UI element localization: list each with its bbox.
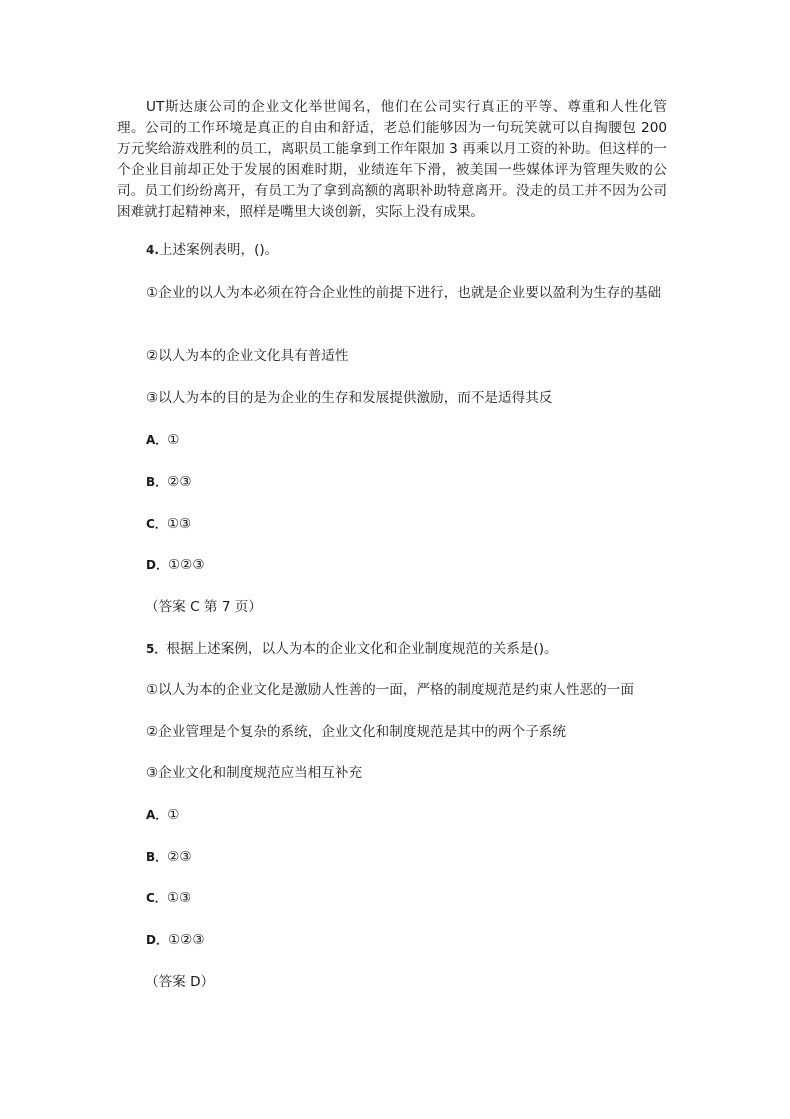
option-value: ②③ bbox=[167, 849, 192, 865]
case-paragraph-container bbox=[117, 97, 667, 223]
question-stem-text: 根据上述案例，以人为本的企业文化和企业制度规范的关系是()。 bbox=[166, 641, 558, 657]
question-number: 4. bbox=[146, 243, 159, 257]
question-number: 5． bbox=[146, 642, 167, 656]
question-5-statement-1: ①以人为本的企业文化是激励人性善的一面，严格的制度规范是约束人性恶的一面 bbox=[146, 682, 634, 698]
option-value: ①③ bbox=[166, 516, 192, 532]
question-5-option-b bbox=[146, 847, 698, 868]
question-5-option-d bbox=[146, 930, 698, 951]
question-4-statement-2: ②以人为本的企业文化具有普适性 bbox=[146, 348, 349, 364]
question-5-stem bbox=[146, 639, 698, 660]
question-5-option-a bbox=[146, 805, 698, 826]
option-letter: B． bbox=[146, 850, 168, 864]
option-letter: D． bbox=[146, 933, 168, 947]
option-letter: D． bbox=[146, 558, 168, 572]
option-value: ①②③ bbox=[167, 932, 205, 948]
question-5-statement-3: ③企业文化和制度规范应当相互补充 bbox=[146, 765, 363, 781]
question-4-option-d bbox=[146, 555, 698, 576]
option-letter: C． bbox=[146, 891, 167, 905]
question-stem-text: 上述案例表明，()。 bbox=[158, 242, 279, 258]
option-letter: C． bbox=[146, 517, 167, 531]
option-value: ①②③ bbox=[167, 557, 205, 573]
question-4-option-a bbox=[146, 430, 698, 451]
question-4-stem bbox=[117, 240, 669, 261]
question-4-option-b bbox=[146, 472, 698, 493]
option-value: ① bbox=[167, 432, 180, 448]
option-value: ②③ bbox=[167, 474, 192, 490]
option-value: ① bbox=[167, 807, 180, 823]
question-5-answer: （答案 D） bbox=[145, 974, 215, 990]
question-4-statement-1: ①企业的以人为本必须在符合企业性的前提下进行，也就是企业要以盈利为生存的基础 bbox=[146, 285, 662, 301]
option-letter: A． bbox=[146, 433, 168, 447]
case-paragraph: UT斯达康公司的企业文化举世闻名，他们在公司实行真正的平等、尊重和人性化管理。公司的工作环境是真正的自由和舒适，老总们能够因为一句玩笑就可以自掏腰包 200 万元奖给游戏胜利的员工，离职员工能拿到工作年限加 3 再乘以月工资的补助。但这样的一个企业目前却正处于发展的困难时期，业绩连年下滑，被美国一些媒体评为管理失败的公司。员工们纷纷离开，有员工为了拿到高额的离职补助特意离开。没走的员工并不因为公司困难就打起精神来，照样是嘴里大谈创新，实际上没有成果。 bbox=[117, 99, 667, 220]
option-letter: B． bbox=[146, 475, 168, 489]
question-4-answer: （答案 C 第 7 页） bbox=[145, 599, 262, 615]
question-4-statement-3: ③以人为本的目的是为企业的生存和发展提供激励，而不是适得其反 bbox=[146, 390, 553, 406]
question-4-option-c bbox=[146, 514, 698, 535]
option-value: ①③ bbox=[166, 890, 192, 906]
question-5-option-c bbox=[146, 888, 698, 909]
option-letter: A． bbox=[146, 808, 168, 822]
question-5-statement-2: ②企业管理是个复杂的系统，企业文化和制度规范是其中的两个子系统 bbox=[146, 724, 566, 740]
